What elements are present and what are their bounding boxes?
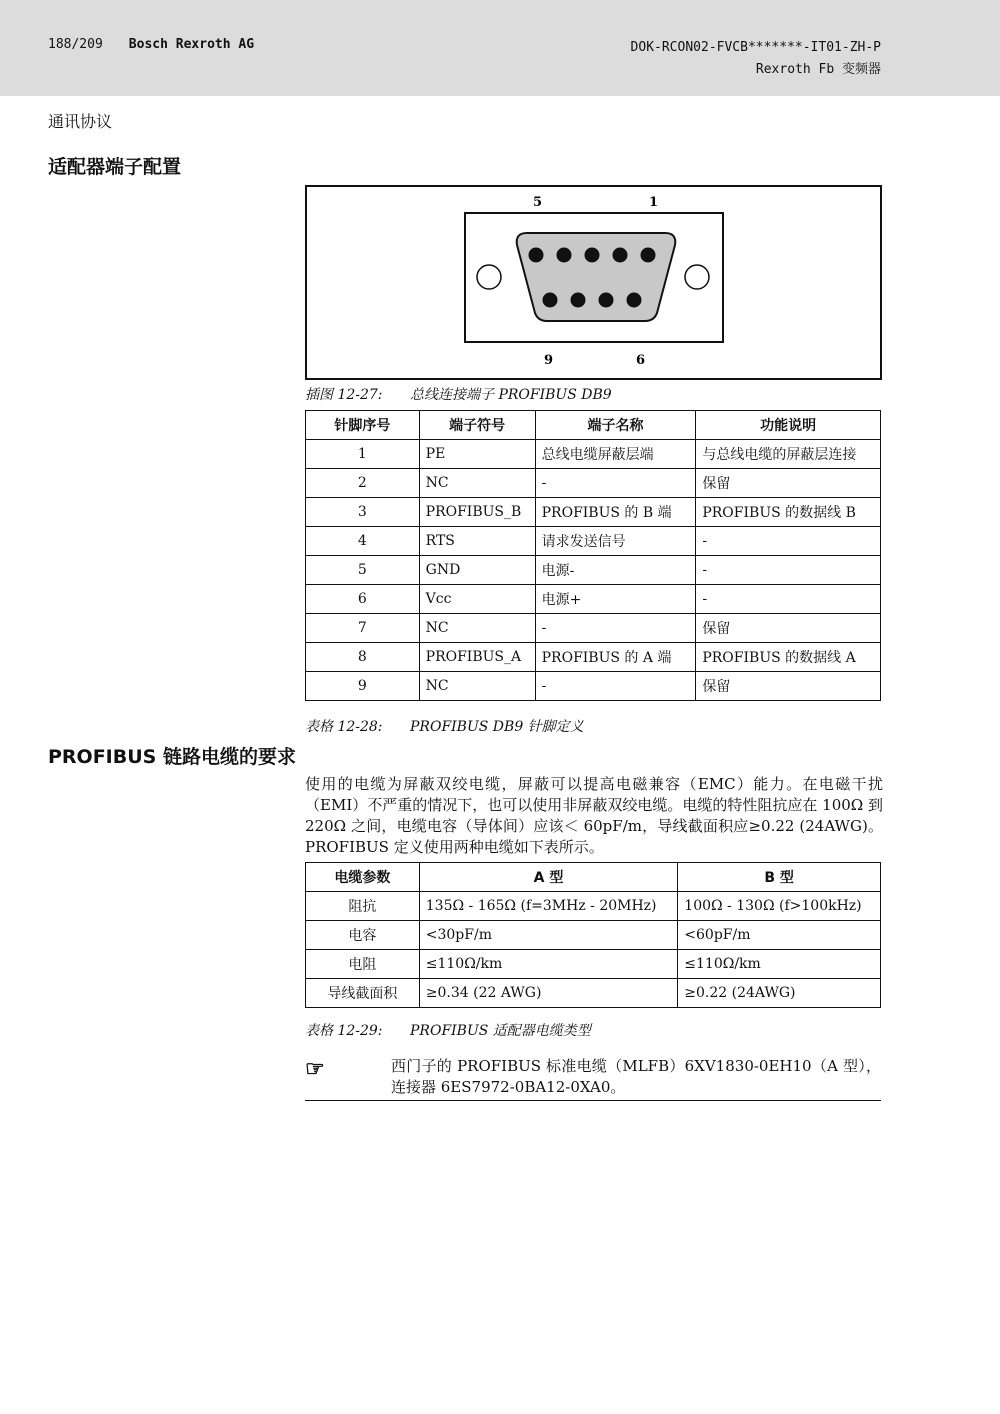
pin-8: [571, 293, 586, 308]
cell: 电源+: [535, 585, 696, 614]
section-label: 通讯协议: [48, 112, 113, 131]
cell: PROFIBUS_B: [419, 498, 535, 527]
note-text: 西门子的 PROFIBUS 标准电缆（MLFB）6XV1830-0EH10（A 型），连接器 6ES7972-0BA12-0XA0。: [391, 1057, 881, 1096]
header-terminal-symbol: 端子符号: [419, 411, 535, 440]
cell: 5: [306, 556, 420, 585]
table-row: [306, 950, 881, 979]
product-name: Rexroth Fb 变频器: [755, 62, 881, 77]
cell: PROFIBUS 的数据线 B: [696, 498, 881, 527]
cell: PROFIBUS_A: [419, 643, 535, 672]
cell: 电源-: [535, 556, 696, 585]
pin-9: [543, 293, 558, 308]
cable-type-table: [305, 862, 881, 1008]
header-function: 功能说明: [696, 411, 881, 440]
cell: 阻抗: [306, 892, 420, 921]
table-row: [306, 585, 881, 614]
note-box: [305, 1056, 881, 1101]
mount-hole-right: [685, 265, 709, 289]
cell: ≥0.34 (22 AWG): [419, 979, 678, 1008]
cell: 100Ω - 130Ω (f>100kHz): [678, 892, 881, 921]
figure-caption: [305, 384, 612, 404]
label-pin-top-right: 1: [649, 195, 659, 210]
cell: 135Ω - 165Ω (f=3MHz - 20MHz): [419, 892, 678, 921]
cell: 4: [306, 527, 420, 556]
cell: 保留: [696, 614, 881, 643]
cell: 保留: [696, 469, 881, 498]
cell: -: [535, 672, 696, 701]
pin-table-caption-number: 表格 12-28:: [305, 719, 383, 735]
connector-face: [517, 233, 676, 321]
cell: ≤110Ω/km: [419, 950, 678, 979]
cable-requirements-paragraph: 使用的电缆为屏蔽双绞电缆，屏蔽可以提高电磁兼容（EMC）能力。在电磁干扰（EMI）不严重的情况下，也可以使用非屏蔽双绞电缆。电缆的特性阻抗应在 100Ω 到 220Ω 之间，电缆电容（导体间）应该＜ 60pF/m，导线截面积应≥0.22 (24AWG)。PROFIBUS 定义使用两种电缆如下表所示。: [305, 775, 883, 856]
cell: PE: [419, 440, 535, 469]
table-row: [306, 498, 881, 527]
pin-1: [641, 248, 656, 263]
pin-2: [613, 248, 628, 263]
cell: <60pF/m: [678, 921, 881, 950]
header-cable-parameter: 电缆参数: [306, 863, 420, 892]
cell: 3: [306, 498, 420, 527]
cell: <30pF/m: [419, 921, 678, 950]
cell: GND: [419, 556, 535, 585]
table-row: [306, 921, 881, 950]
document-id: DOK-RCON02-FVCB*******-IT01-ZH-P: [630, 40, 881, 55]
cell: 保留: [696, 672, 881, 701]
table-row: [306, 672, 881, 701]
cell: NC: [419, 469, 535, 498]
header-type-b: B 型: [678, 863, 881, 892]
page-number: 188/209: [48, 37, 103, 52]
cell: 6: [306, 585, 420, 614]
pointing-hand-icon: ☞: [305, 1056, 325, 1082]
pin-5: [529, 248, 544, 263]
heading-adapter-terminal: 适配器端子配置: [48, 156, 182, 178]
header-terminal-name: 端子名称: [535, 411, 696, 440]
mount-hole-left: [477, 265, 501, 289]
cell: -: [696, 527, 881, 556]
table-row: [306, 979, 881, 1008]
cell: ≥0.22 (24AWG): [678, 979, 881, 1008]
table-row: [306, 556, 881, 585]
cell: RTS: [419, 527, 535, 556]
cell: 1: [306, 440, 420, 469]
header-type-a: A 型: [419, 863, 678, 892]
label-pin-bottom-left: 9: [544, 353, 554, 368]
company-name: Bosch Rexroth AG: [128, 37, 255, 52]
cell: PROFIBUS 的数据线 A: [696, 643, 881, 672]
cell: 8: [306, 643, 420, 672]
cable-table-caption-number: 表格 12-29:: [305, 1023, 383, 1039]
table-row: [306, 614, 881, 643]
table-row: [306, 469, 881, 498]
cell: NC: [419, 672, 535, 701]
cell: -: [696, 556, 881, 585]
table-header-row: [306, 863, 881, 892]
cable-table-caption: [305, 1020, 591, 1040]
label-pin-bottom-right: 6: [636, 353, 646, 368]
cell: ≤110Ω/km: [678, 950, 881, 979]
table-row: [306, 440, 881, 469]
page-header: [0, 0, 1000, 96]
header-left: [48, 37, 254, 52]
cell: -: [535, 614, 696, 643]
cell: 导线截面积: [306, 979, 420, 1008]
pin-7: [599, 293, 614, 308]
pin-table-caption: [305, 716, 584, 736]
label-pin-top-left: 5: [533, 195, 543, 210]
figure-caption-text: 总线连接端子 PROFIBUS DB9: [410, 387, 612, 403]
cable-table-caption-text: PROFIBUS 适配器电缆类型: [410, 1023, 591, 1039]
cell: 与总线电缆的屏蔽层连接: [696, 440, 881, 469]
pin-4: [557, 248, 572, 263]
cell: PROFIBUS 的 A 端: [535, 643, 696, 672]
cell: 7: [306, 614, 420, 643]
db9-figure: [305, 185, 882, 380]
pin-definition-table: [305, 410, 881, 701]
cell: NC: [419, 614, 535, 643]
cell: 请求发送信号: [535, 527, 696, 556]
table-row: [306, 643, 881, 672]
cell: 2: [306, 469, 420, 498]
table-row: [306, 527, 881, 556]
cell: 电阻: [306, 950, 420, 979]
db9-connector-diagram: [307, 187, 880, 378]
table-row: [306, 892, 881, 921]
cell: 9: [306, 672, 420, 701]
header-pin-number: 针脚序号: [306, 411, 420, 440]
cell: PROFIBUS 的 B 端: [535, 498, 696, 527]
cell: -: [696, 585, 881, 614]
table-header-row: [306, 411, 881, 440]
pin-3: [585, 248, 600, 263]
cell: 总线电缆屏蔽层端: [535, 440, 696, 469]
cell: Vcc: [419, 585, 535, 614]
pin-6: [627, 293, 642, 308]
cell: -: [535, 469, 696, 498]
pin-table-caption-text: PROFIBUS DB9 针脚定义: [410, 719, 584, 735]
cell: 电容: [306, 921, 420, 950]
heading-profibus-cable: PROFIBUS 链路电缆的要求: [48, 746, 296, 768]
header-right: [631, 37, 881, 81]
figure-caption-number: 插图 12-27:: [305, 387, 383, 403]
